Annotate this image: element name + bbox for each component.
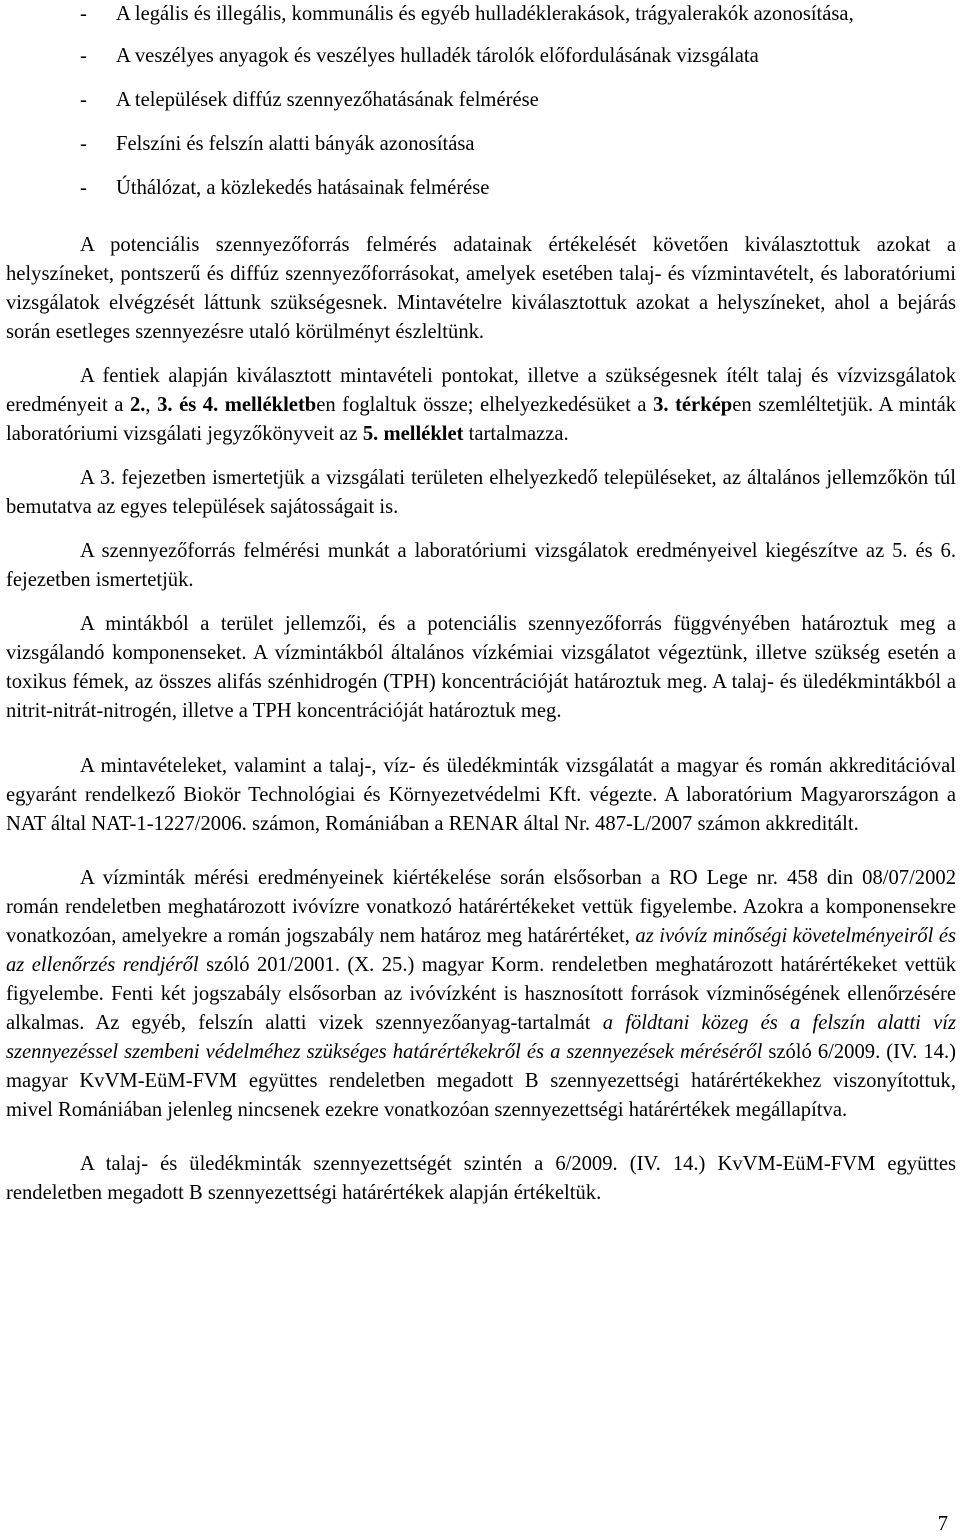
bullet-dash: - <box>80 3 87 25</box>
page-number: 7 <box>937 1513 948 1535</box>
list-item <box>6 174 956 203</box>
bullet-list <box>6 0 956 203</box>
paragraph-site-selection: A potenciális szennyezőforrás felmérés adatainak értékelését követően kiválasztottuk azokat a helyszíneket, pontszerű és diffúz szennyezőforrásokat, amelyek esetében talaj- és vízmintavételt, és laboratóriumi vizsgálatok elvégzését láttunk szükségesnek. Mintavételre kiválasztottuk azokat a helyszíneket, ahol a bejárás során esetleges szennyezésre utaló körülményt észleltünk. <box>6 234 956 343</box>
paragraph-chapter-3: A 3. fejezetben ismertetjük a vizsgálati területen elhelyezkedő településeket, az általános jellemzőkön túl bemutatva az egyes települések sajátosságait is. <box>6 467 956 518</box>
list-item-text: A legális és illegális, kommunális és egyéb hulladéklerakások, trágyalerakók azonosítása, <box>116 3 854 25</box>
list-item-text: Úthálózat, a közlekedés hatásainak felmérése <box>116 177 490 199</box>
document-page <box>6 0 956 1223</box>
list-item-text: Felszíni és felszín alatti bányák azonosítása <box>116 133 475 155</box>
bullet-dash: - <box>80 133 87 155</box>
list-item <box>6 0 956 29</box>
list-item-text: A települések diffúz szennyezőhatásának felmérése <box>116 89 539 111</box>
bullet-dash: - <box>80 45 87 67</box>
bullet-dash: - <box>80 89 87 111</box>
paragraph-chapters-5-6: A szennyezőforrás felmérési munkát a laboratóriumi vizsgálatok eredményeivel kiegészítve az 5. és 6. fejezetben ismertetjük. <box>6 540 956 591</box>
paragraph-laboratory: A mintavételeket, valamint a talaj-, víz- és üledékminták vizsgálatát a magyar és román akkreditációval egyaránt rendelkező Biokör Technológiai és Környezetvédelmi Kft. végezte. A laboratórium Magyarországon a NAT által NAT-1-1227/2006. számon, Romániában a RENAR által Nr. 487-L/2007 számon akkreditált. <box>6 755 956 835</box>
list-item <box>6 130 956 159</box>
paragraph-sampling-points: A fentiek alapján kiválasztott mintavételi pontokat, illetve a szükségesnek ítélt talaj és vízvizsgálatok eredményeit a 2., 3. és 4. mellékletben foglaltuk össze; elhelyezkedésüket a 3. térképen szemléltetjük. A minták laboratóriumi vizsgálati jegyzőkönyveit az 5. melléklet tartalmazza. <box>6 365 957 445</box>
bullet-dash: - <box>80 177 87 199</box>
list-item-text: A veszélyes anyagok és veszélyes hulladék tárolók előfordulásának vizsgálata <box>116 45 759 67</box>
paragraph-components: A mintákból a terület jellemzői, és a potenciális szennyezőforrás függvényében határoztuk meg a vizsgálandó komponenseket. A vízmintákból általános vízkémiai vizsgálatot végeztünk, illetve szükség esetén a toxikus fémek, az összes alifás szénhidrogén (TPH) koncentrációját határoztuk meg. A talaj- és üledékmintákból a nitrit-nitrát-nitrogén, illetve a TPH koncentrációját határoztuk meg. <box>6 613 956 722</box>
paragraph-soil-sediment: A talaj- és üledékminták szennyezettségét szintén a 6/2009. (IV. 14.) KvVM-EüM-FVM együttes rendeletben megadott B szennyezettségi határértékek alapján értékeltük. <box>6 1153 956 1204</box>
list-item <box>6 86 956 115</box>
paragraph-limit-values: A vízminták mérési eredményeinek kiértékelése során elsősorban a RO Lege nr. 458 din 08/07/2002 román rendeletben meghatározott ivóvízre vonatkozó határértékeket vettük figyelembe. Azokra a komponensekre vonatkozóan, amelyekre a román jogszabály nem határoz meg határértéket, az ivóvíz minőségi követelményeiről és az ellenőrzés rendjéről szóló 201/2001. (X. 25.) magyar Korm. rendeletben meghatározott határértékeket vettük figyelembe. Fenti két jogszabály elsősorban az ivóvízként is hasznosított források vízminőségének ellenőrzésére alkalmas. Az egyéb, felszín alatti vizek szennyezőanyag-tartalmát a földtani közeg és a felszín alatti víz szennyezéssel szembeni védelméhez szükséges határértékekről és a szennyezések méréséről szóló 6/2009. (IV. 14.) magyar KvVM-EüM-FVM együttes rendeletben megadott B szennyezettségi határértékekhez viszonyítottuk, mivel Romániában jelenleg nincsenek ezekre vonatkozóan szennyezettségi határértékek megállapítva. <box>6 867 956 1121</box>
list-item <box>6 42 956 71</box>
